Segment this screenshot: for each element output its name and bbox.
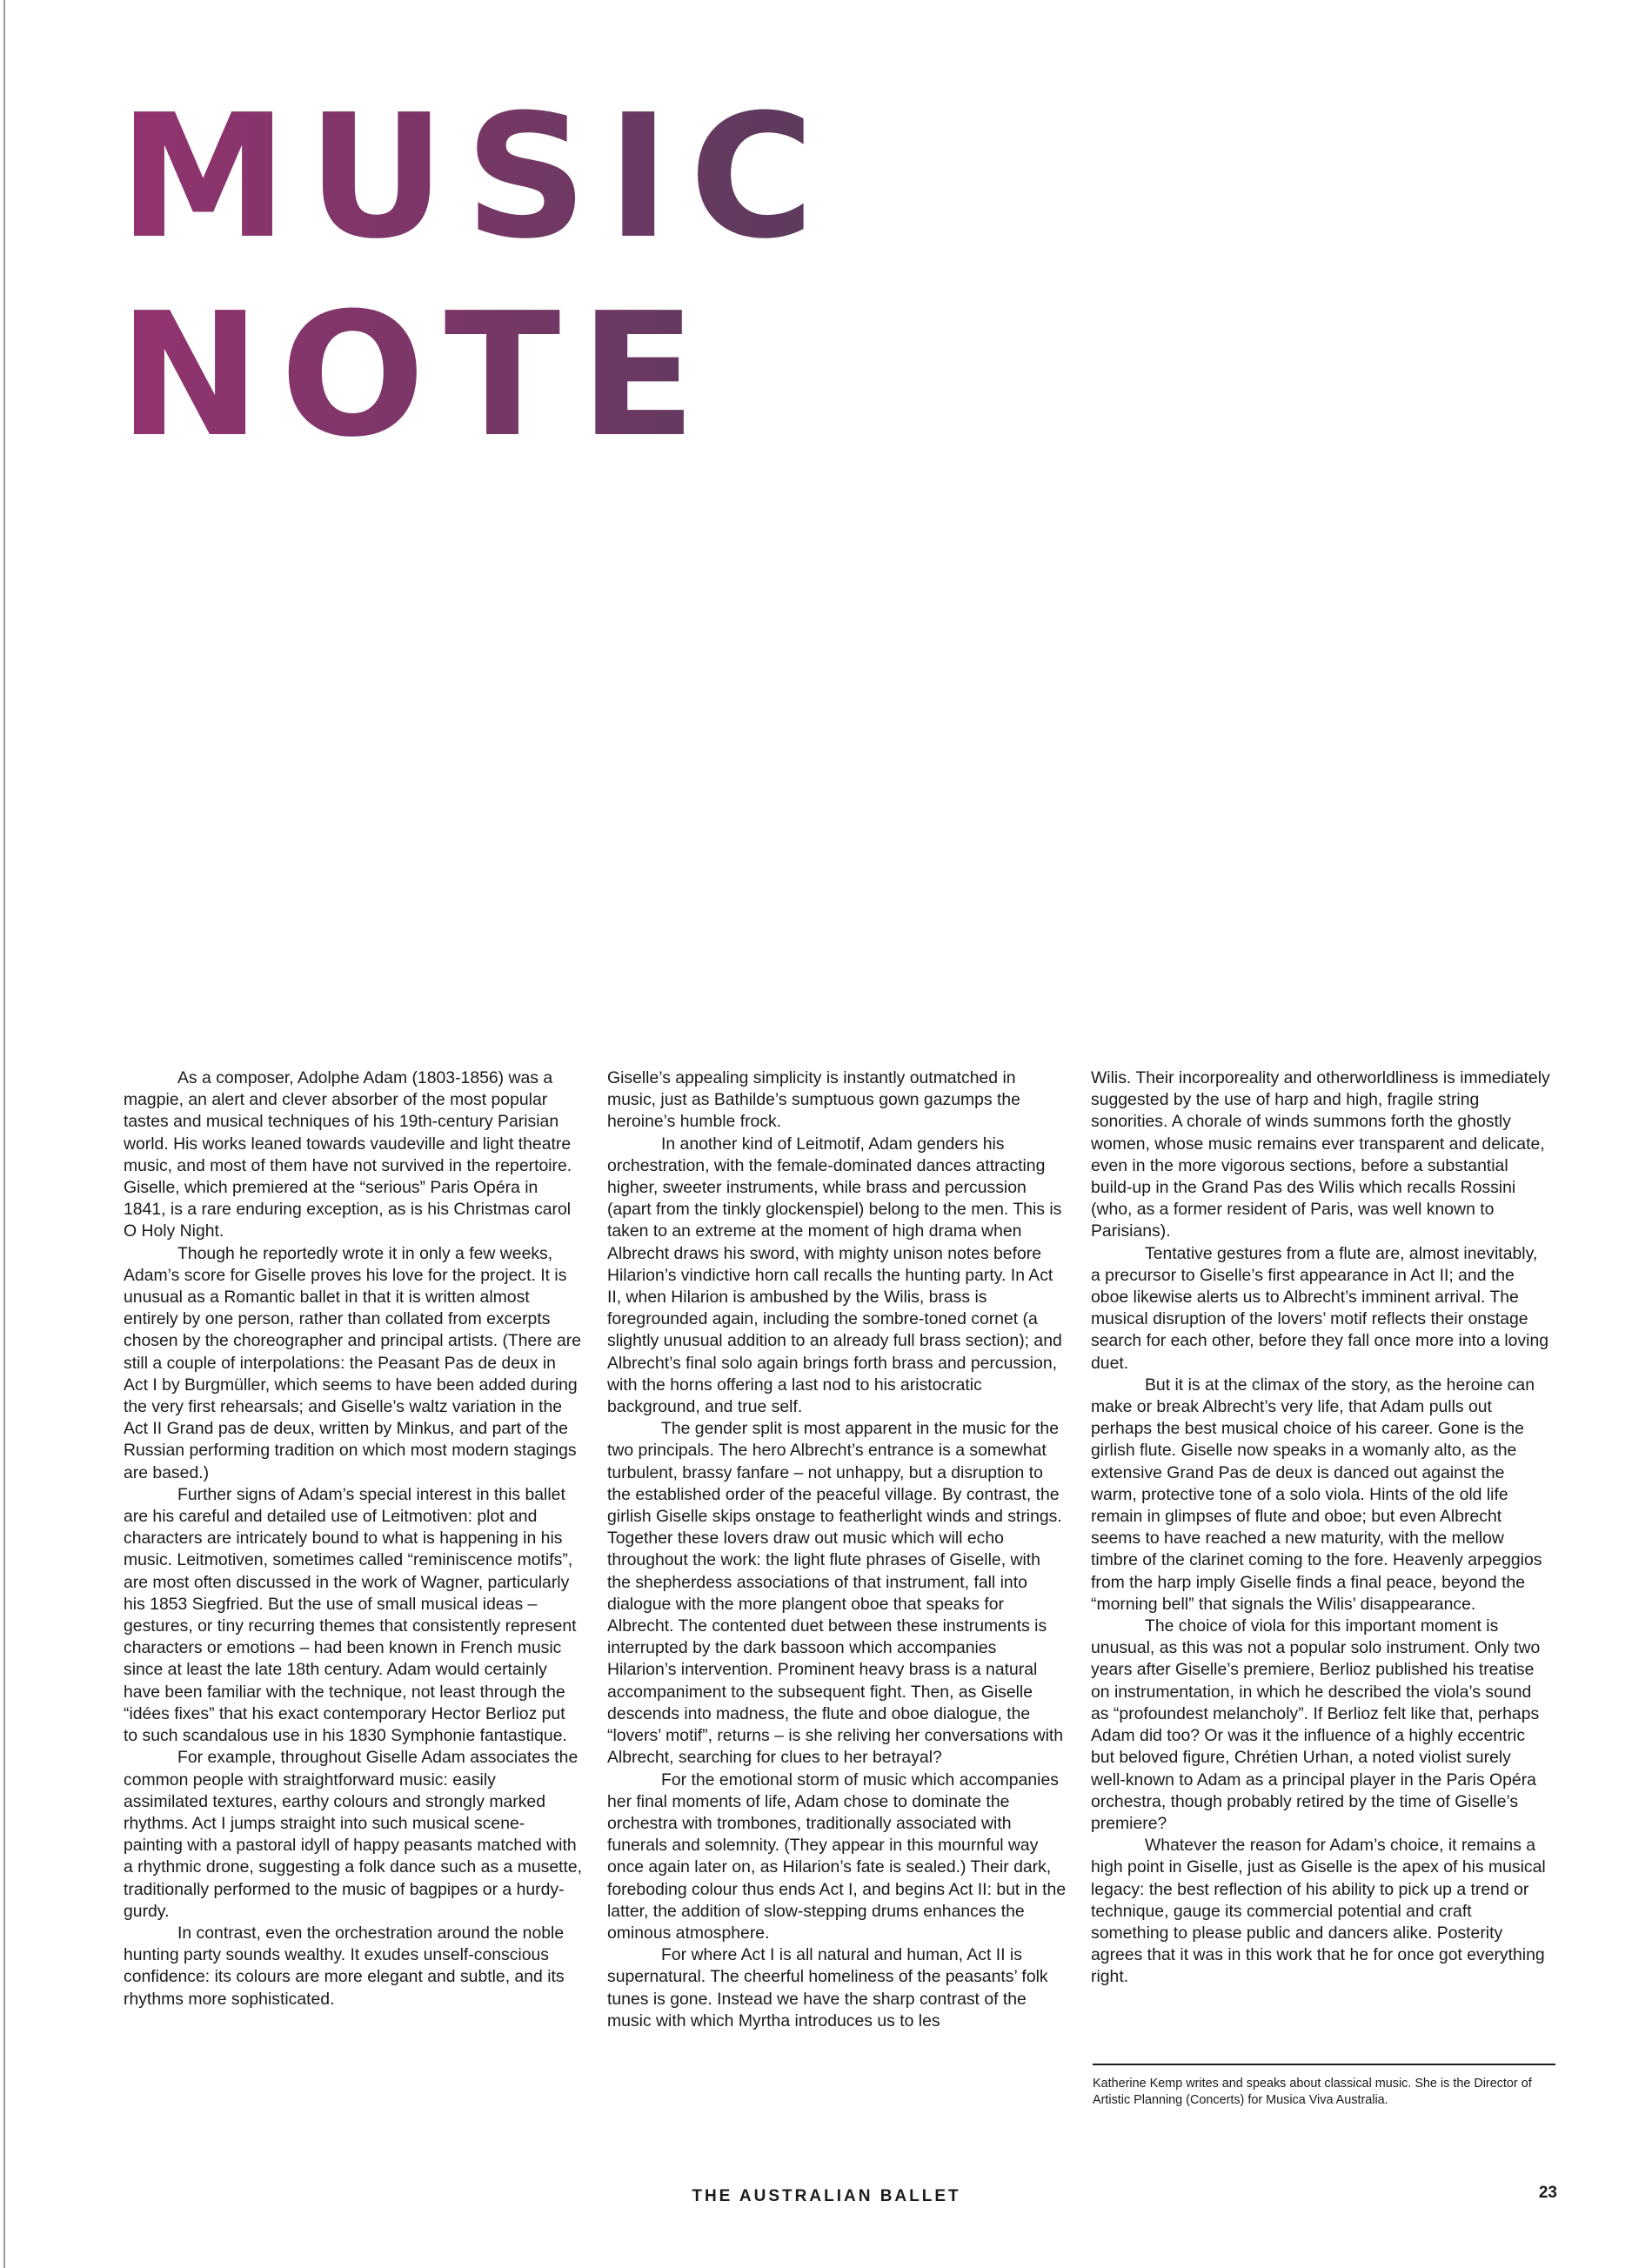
paragraph: But it is at the climax of the story, as the heroine can make or break Albrecht’s very life, that Adam pulls out perhaps the best musical choice of his career. Gone is the girlish flute. Giselle now speaks in a womanly alto, as the extensive Grand Pas de deux is danced out against the warm, protective tone of a solo viola. Hints of the old life remain in glimpses of flute and oboe; but even Albrecht seems to have reached a new maturity, with the mellow timbre of the clarinet coming to the fore. Heavenly arpeggios from the harp imply Giselle finds a final peace, beyond the “morning bell” that signals the Wilis’ disappearance. bbox=[1091, 1375, 1542, 1614]
paragraph: For example, throughout Giselle Adam associates the common people with straightforward music: easily assimilated textures, earthy colours and strongly marked rhythms. Act I jumps straight into such musical scene-painting with a pastoral idyll of happy peasants matched with a rhythmic drone, suggesting a folk dance such as a musette, traditionally performed to the music of bagpipes or a hurdy-gurdy. bbox=[124, 1748, 583, 1921]
page-number: 23 bbox=[1538, 2184, 1557, 2202]
paragraph: Giselle’s appealing simplicity is instantly outmatched in music, just as Bathilde’s sumptuous gown gazumps the heroine’s humble frock. bbox=[607, 1068, 1020, 1132]
footer-publication-name: THE AUSTRALIAN BALLET bbox=[692, 2187, 961, 2205]
paragraph: For where Act I is all natural and human, Act II is supernatural. The cheerful homeliness of the peasants’ folk tunes is gone. Instead we have the sharp contrast of the music with which Myrtha introduces us to les bbox=[607, 1945, 1048, 2030]
paragraph: In contrast, even the orchestration around the noble hunting party sounds wealthy. It exudes unself-conscious confidence: its colours are more elegant and subtle, and its rhythms more sophisticated. bbox=[124, 1923, 565, 2009]
paragraph: Wilis. Their incorporeality and otherworldliness is immediately suggested by the use of harp and high, fragile string sonorities. A chorale of winds summons forth the ghostly women, whose music remains ever transparent and delicate, even in the more vigorous sections, before a substantial build-up in the Grand Pas des Wilis which recalls Rossini (who, as a former resident of Paris, was well known to Parisians). bbox=[1091, 1068, 1550, 1241]
paragraph: As a composer, Adolphe Adam (1803-1856) was a magpie, an alert and clever absorber of the most popular tastes and musical techniques of his 19th-century Parisian world. His works leaned towards vaudeville and light theatre music, and most of them have not survived in the repertoire. Giselle, which premiered at the “serious” Paris Opéra in 1841, is a rare enduring exception, as is his Christmas carol O Holy Night. bbox=[124, 1068, 572, 1241]
article-column-2 bbox=[607, 1067, 1067, 2032]
page-edge-rule bbox=[3, 0, 5, 2268]
paragraph: Though he reportedly wrote it in only a few weeks, Adam’s score for Giselle proves his love for the project. It is unusual as a Romantic ballet in that it is written almost entirely by one person, rather than collated from excerpts chosen by the choreographer and principal artists. (There are still a couple of interpolations: the Peasant Pas de deux in Act I by Burgmüller, which seems to have been added during the very first rehearsals; and Giselle’s waltz variation in the Act II Grand pas de deux, written by Minkus, and part of the Russian performing tradition on which most modern stagings are based.) bbox=[124, 1243, 581, 1482]
title-line-2: NOTE bbox=[118, 277, 716, 475]
paragraph: Further signs of Adam’s special interest in this ballet are his careful and detailed use of Leitmotiven: plot and characters are intricately bound to what is happening in his music. Leitmotiven, sometimes called “reminiscence motifs”, are most often discussed in the work of Wagner, particularly his 1853 Siegfried. But the use of small musical ideas – gestures, or tiny recurring themes that consistently represent characters or emotions – had been known in French music since at least the late 18th century. Adam would certainly have been familiar with the technique, not least through the “idées fixes” that his exact contemporary Hector Berlioz put to such scandalous use in his 1830 Symphonie fantastique. bbox=[124, 1484, 577, 1746]
page-title bbox=[118, 78, 833, 475]
article-column-1 bbox=[124, 1067, 583, 2010]
paragraph: Tentative gestures from a flute are, almost inevitably, a precursor to Giselle’s first appearance in Act II; and the oboe likewise alerts us to Albrecht’s imminent arrival. The musical disruption of the lovers’ motif reflects their onstage search for each other, before they fall once more into a loving duet. bbox=[1091, 1243, 1549, 1373]
paragraph: The choice of viola for this important moment is unusual, as this was not a popular solo instrument. Only two years after Giselle’s premiere, Berlioz published his treatise on instrumentation, in which he described the viola’s sound as “profoundest melancholy”. If Berlioz felt like that, perhaps Adam did too? Or was it the influence of a highly eccentric but beloved figure, Chrétien Urhan, a noted violist surely well-known to Adam as a principal player in the Paris Opéra orchestra, though probably retired by the time of Giselle’s premiere? bbox=[1091, 1616, 1541, 1833]
paragraph: In another kind of Leitmotif, Adam genders his orchestration, with the female-dominated dances attracting higher, sweeter instruments, while brass and percussion (apart from the tinkly glockenspiel) belong to the men. This is taken to an extreme at the moment of high drama when Albrecht draws his sword, with mighty unison notes before Hilarion’s vindictive horn call recalls the hunting party. In Act II, when Hilarion is ambushed by the Wilis, brass is foregrounded again, including the sombre-toned cornet (a slightly unusual addition to an already full brass section); and Albrecht’s final solo again brings forth brass and percussion, with the horns offering a last nod to his aristocratic background, and true self. bbox=[607, 1134, 1062, 1417]
paragraph: The gender split is most apparent in the music for the two principals. The hero Albrecht’s entrance is a somewhat turbulent, brassy fanfare – not unhappy, but a disruption to the established order of the peaceful village. By contrast, the girlish Giselle skips onstage to featherlight winds and strings. Together these lovers draw out music which will echo throughout the work: the light flute phrases of Giselle, with the shepherdess associations of that instrument, fall into dialogue with the more plangent oboe that speaks for Albrecht. The contented duet between these instruments is interrupted by the dark bassoon which accompanies Hilarion’s intervention. Prominent heavy brass is a natural accompaniment to the subsequent fight. Then, as Giselle descends into madness, the flute and oboe dialogue, the “lovers’ motif”, returns – is she reliving her conversations with Albrecht, searching for clues to her betrayal? bbox=[607, 1419, 1064, 1768]
article-column-3 bbox=[1091, 1067, 1550, 1989]
title-line-1: MUSIC bbox=[118, 78, 834, 277]
paragraph: For the emotional storm of music which accompanies her final moments of life, Adam chose to dominate the orchestra with trombones, traditionally associated with funerals and solemnity. (They appear in this mournful way once again later on, as Hilarion’s fate is sealed.) Their dark, foreboding colour thus ends Act I, and begins Act II: but in the latter, the addition of slow-stepping drums enhances the ominous atmosphere. bbox=[607, 1770, 1067, 1943]
paragraph: Whatever the reason for Adam’s choice, it remains a high point in Giselle, just as Giselle is the apex of his musical legacy: the best reflection of his ability to pick up a trend or technique, gauge its commercial potential and craft something to please public and dancers alike. Posterity agrees that it was in this work that he for once got everything right. bbox=[1091, 1836, 1546, 1987]
author-bio: Katherine Kemp writes and speaks about classical music. She is the Director of Artistic Planning (Concerts) for Musica Viva Australia. bbox=[1093, 2064, 1555, 2109]
